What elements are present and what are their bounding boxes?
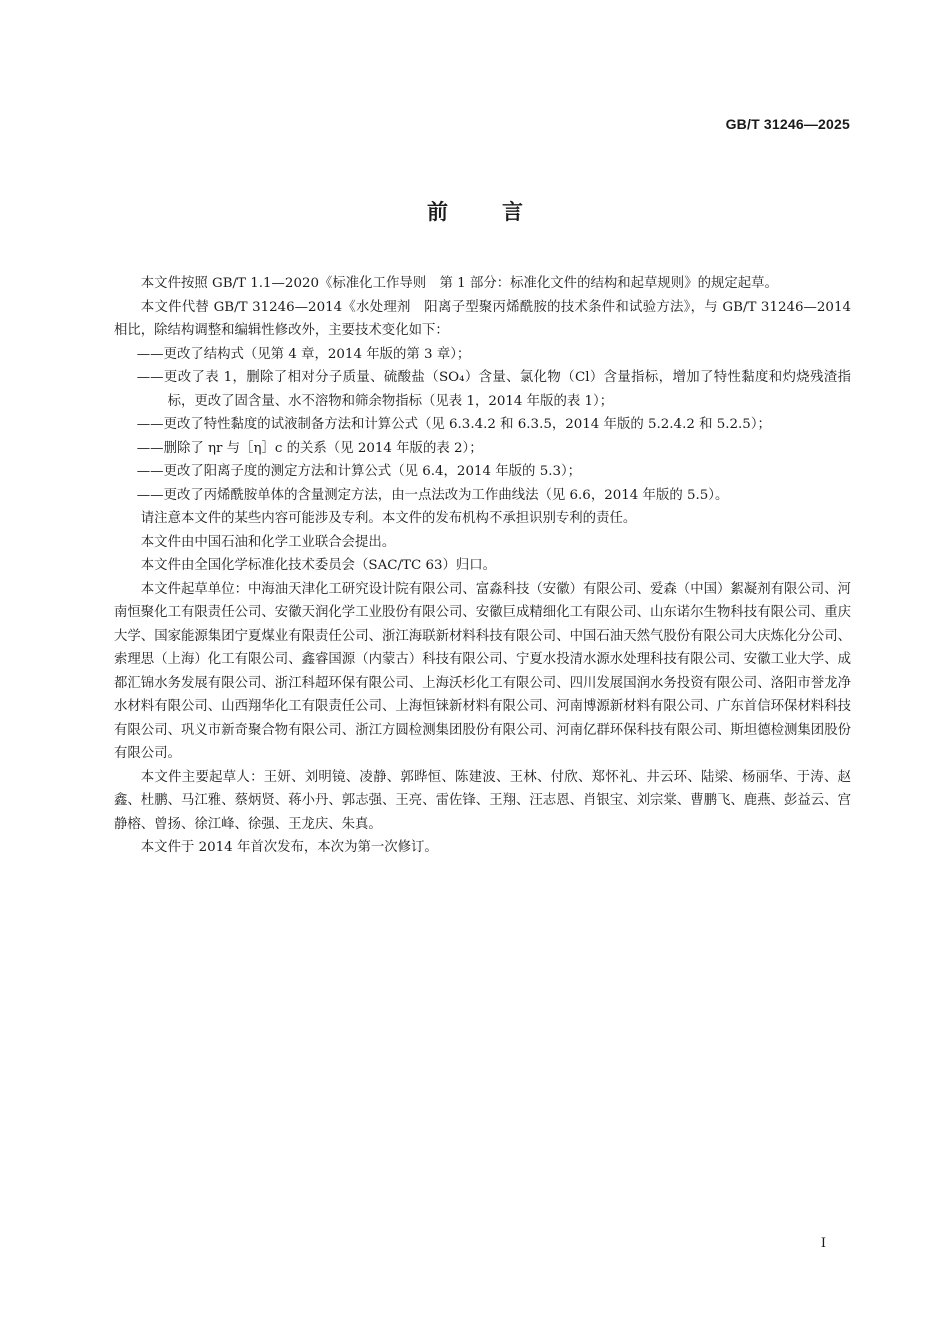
change-item-5: ——更改了阳离子度的测定方法和计算公式（见 6.4，2014 年版的 5.3）； — [136, 464, 582, 479]
title-char-2: 言 — [502, 200, 523, 224]
paragraph-drafters: 本文件主要起草人：王妍、刘明镜、凌静、郭晔恒、陈建波、王林、付欣、郑怀礼、井云环、陆梁、杨丽华、于涛、赵鑫、杜鹏、马江雅、蔡炳贤、蒋小丹、郭志强、王亮、雷佐锋、王翔、汪志恩、肖银宝、刘宗棠、曹鹏飞、鹿燕、彭益云、宫静榕、曾扬、徐江峰、徐强、王龙庆、朱真。 — [114, 769, 851, 832]
change-item-2: ——更改了表 1，删除了相对分子质量、硫酸盐（SO₄）含量、氯化物（Cl）含量指标，增加了特性黏度和灼烧残渣指标，更改了固含量、水不溶物和筛余物指标（见表 1，2014 年版的表 1）； — [136, 370, 851, 409]
paragraph-drafting-rules: 本文件按照 GB/T 1.1—2020《标准化工作导则 第 1 部分：标准化文件的结构和起草规则》的规定起草。 — [140, 276, 778, 291]
document-code: GB/T 31246—2025 — [725, 116, 850, 132]
change-item-3: ——更改了特性黏度的试液制备方法和计算公式（见 6.3.4.2 和 6.3.5，2014 年版的 5.2.4.2 和 5.2.5）； — [136, 417, 771, 432]
paragraph-drafting-units: 本文件起草单位：中海油天津化工研究设计院有限公司、富淼科技（安徽）有限公司、爱森（中国）絮凝剂有限公司、河南恒聚化工有限责任公司、安徽天润化学工业股份有限公司、安徽巨成精细化工有限公司、山东诺尔生物科技有限公司、重庆大学、国家能源集团宁夏煤业有限责任公司、浙江海联新材料科技有限公司、中国石油天然气股份有限公司大庆炼化分公司、索理思（上海）化工有限公司、鑫睿国源（内蒙古）科技有限公司、宁夏水投清水源水处理科技有限公司、安徽工业大学、成都汇锦水务发展有限公司、浙江科超环保有限公司、上海沃杉化工有限公司、四川发展国润水务投资有限公司、洛阳市誉龙净水材料有限公司、山西翔华化工有限责任公司、上海恒铼新材料有限公司、河南博源新材料有限公司、广东首信环保材料科技有限公司、巩义市新奇聚合物有限公司、浙江方圆检测集团股份有限公司、河南亿群环保科技有限公司、斯坦德检测集团股份有限公司。 — [114, 581, 851, 761]
paragraph-history: 本文件于 2014 年首次发布，本次为第一次修订。 — [140, 840, 438, 855]
change-item-6: ——更改了丙烯酰胺单体的含量测定方法，由一点法改为工作曲线法（见 6.6，2014 年版的 5.5）。 — [136, 487, 729, 503]
paragraph-managed-by: 本文件由全国化学标准化技术委员会（SAC/TC 63）归口。 — [140, 558, 497, 573]
foreword-body — [114, 272, 851, 860]
change-item-1: ——更改了结构式（见第 4 章，2014 年版的第 3 章）； — [136, 346, 471, 362]
title-char-1: 前 — [427, 200, 448, 224]
paragraph-patent-notice: 请注意本文件的某些内容可能涉及专利。本文件的发布机构不承担识别专利的责任。 — [140, 511, 637, 526]
change-item-4: ——删除了 ηr 与［η］c 的关系（见 2014 年版的表 2）； — [136, 440, 483, 456]
paragraph-proposed-by: 本文件由中国石油和化学工业联合会提出。 — [140, 534, 396, 550]
page-number: I — [820, 1236, 826, 1251]
page-title — [0, 196, 950, 226]
paragraph-replaces: 本文件代替 GB/T 31246—2014《水处理剂 阳离子型聚丙烯酰胺的技术条件和试验方法》，与 GB/T 31246—2014 相比，除结构调整和编辑性修改外，主要技术变化如下： — [114, 299, 851, 338]
